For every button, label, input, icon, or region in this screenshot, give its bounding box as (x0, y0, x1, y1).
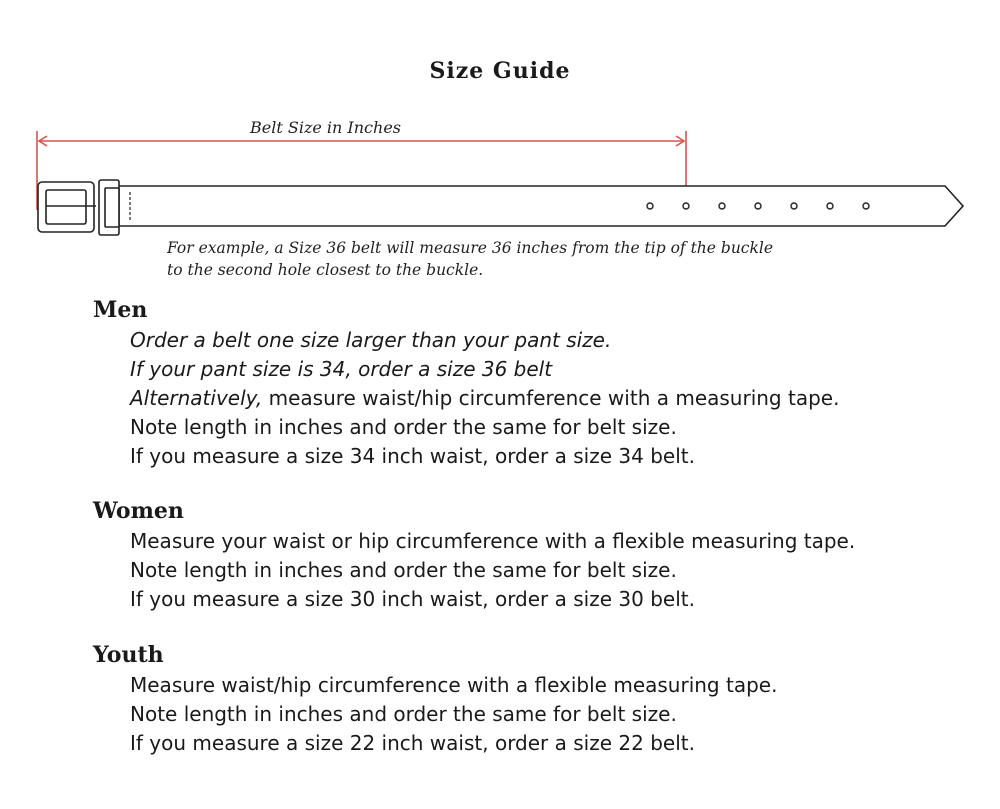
example-note (167, 237, 773, 281)
men-section (93, 296, 839, 471)
men-line-4: Note length in inches and order the same for belt size. (130, 415, 677, 439)
women-line-2: Note length in inches and order the same for belt size. (130, 558, 677, 582)
youth-list (93, 671, 777, 758)
women-line-1: Measure your waist or hip circumference with a flexible measuring tape. (130, 529, 856, 553)
women-line-3: If you measure a size 30 inch waist, order a size 30 belt. (130, 587, 695, 611)
men-line-3-lead: Alternatively, (130, 386, 263, 410)
men-list (93, 326, 839, 471)
belt-illustration (0, 110, 1000, 240)
men-line-1: Order a belt one size larger than your pant size. (130, 328, 612, 352)
men-line-5: If you measure a size 34 inch waist, order a size 34 belt. (130, 444, 695, 468)
buckle (38, 180, 130, 235)
youth-section (93, 641, 777, 758)
men-heading: Men (93, 297, 148, 323)
women-section (93, 497, 855, 614)
youth-line-3: If you measure a size 22 inch waist, order a size 22 belt. (130, 731, 695, 755)
youth-heading: Youth (93, 642, 164, 668)
measure-label: Belt Size in Inches (250, 118, 401, 137)
example-line-2: to the second hole closest to the buckle. (167, 261, 484, 279)
women-list (93, 527, 855, 614)
women-heading: Women (93, 498, 184, 524)
youth-line-2: Note length in inches and order the same for belt size. (130, 702, 677, 726)
men-line-2: If your pant size is 34, order a size 36 belt (130, 357, 553, 381)
belt-strap (118, 186, 963, 226)
youth-line-1: Measure waist/hip circumference with a flexible measuring tape. (130, 673, 778, 697)
belt-diagram (0, 110, 1000, 240)
men-line-3 (130, 384, 839, 413)
men-line-3-rest: measure waist/hip circumference with a measuring tape. (262, 386, 840, 410)
page-title: Size Guide (429, 58, 571, 84)
example-line-1: For example, a Size 36 belt will measure 36 inches from the tip of the buckle (167, 239, 773, 257)
